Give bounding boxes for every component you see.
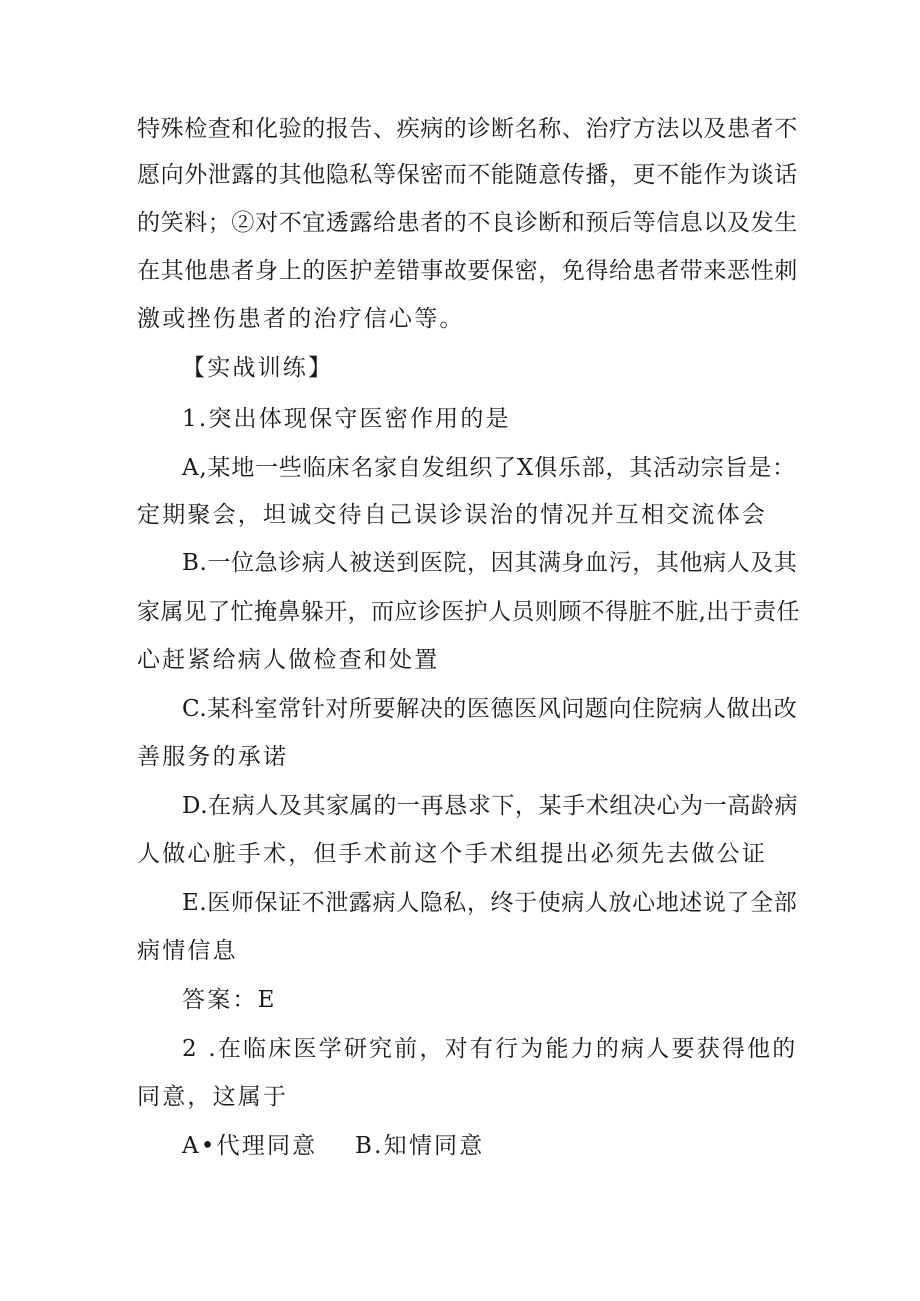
q2-option-a: A•代理同意 [182, 1133, 318, 1159]
q2-option-b: B.知情同意 [355, 1133, 485, 1159]
q1-option-e-line-2: 病情信息 [137, 938, 238, 964]
intro-line-3: 的笑料；②对不宜透露给患者的不良诊断和预后等信息以及发生 [137, 210, 798, 236]
q1-option-e-line-1: E.医师保证不泄露病人隐私，终于使病人放心地述说了全部 [182, 890, 798, 916]
q1-answer: 答案：E [182, 987, 277, 1013]
q1-stem: 1.突出体现保守医密作用的是 [182, 406, 511, 432]
q1-option-a-line-2: 定期聚会，坦诚交待自己误诊误治的情况并互相交流体会 [137, 502, 767, 528]
q2-stem-line-2: 同意，这属于 [137, 1084, 289, 1110]
q1-option-b-line-2: 家属见了忙掩鼻躲开，而应诊医护人员则顾不得脏不脏,出于责任 [137, 599, 800, 625]
q1-option-b-line-1: B.一位急诊病人被送到医院，因其满身血污，其他病人及其 [182, 550, 798, 576]
intro-line-4: 在其他患者身上的医护差错事故要保密，免得给患者带来恶性刺 [137, 258, 798, 284]
q1-option-c-line-1: C.某科室常针对所要解决的医德医风问题向住院病人做出改 [182, 696, 798, 722]
q2-stem-line-1: 2 .在临床医学研究前，对有行为能力的病人要获得他的 [182, 1036, 798, 1062]
section-heading: 【实战训练】 [182, 355, 334, 381]
intro-line-1: 特殊检查和化验的报告、疾病的诊断名称、治疗方法以及患者不 [137, 116, 798, 142]
q1-option-b-line-3: 心赶紧给病人做检查和处置 [137, 647, 440, 673]
q1-option-a-line-1: A,某地一些临床名家自发组织了X俱乐部，其活动宗旨是： [182, 455, 796, 481]
q1-option-d-line-2: 人做心脏手术，但手术前这个手术组提出必须先去做公证 [137, 841, 767, 867]
intro-line-2: 愿向外泄露的其他隐私等保密而不能随意传播，更不能作为谈话 [137, 162, 798, 188]
q1-option-c-line-2: 善服务的承诺 [137, 744, 289, 770]
intro-line-5: 激或挫伤患者的治疗信心等。 [137, 306, 465, 332]
q1-option-d-line-1: D.在病人及其家属的一再恳求下，某手术组决心为一高龄病 [182, 793, 799, 819]
